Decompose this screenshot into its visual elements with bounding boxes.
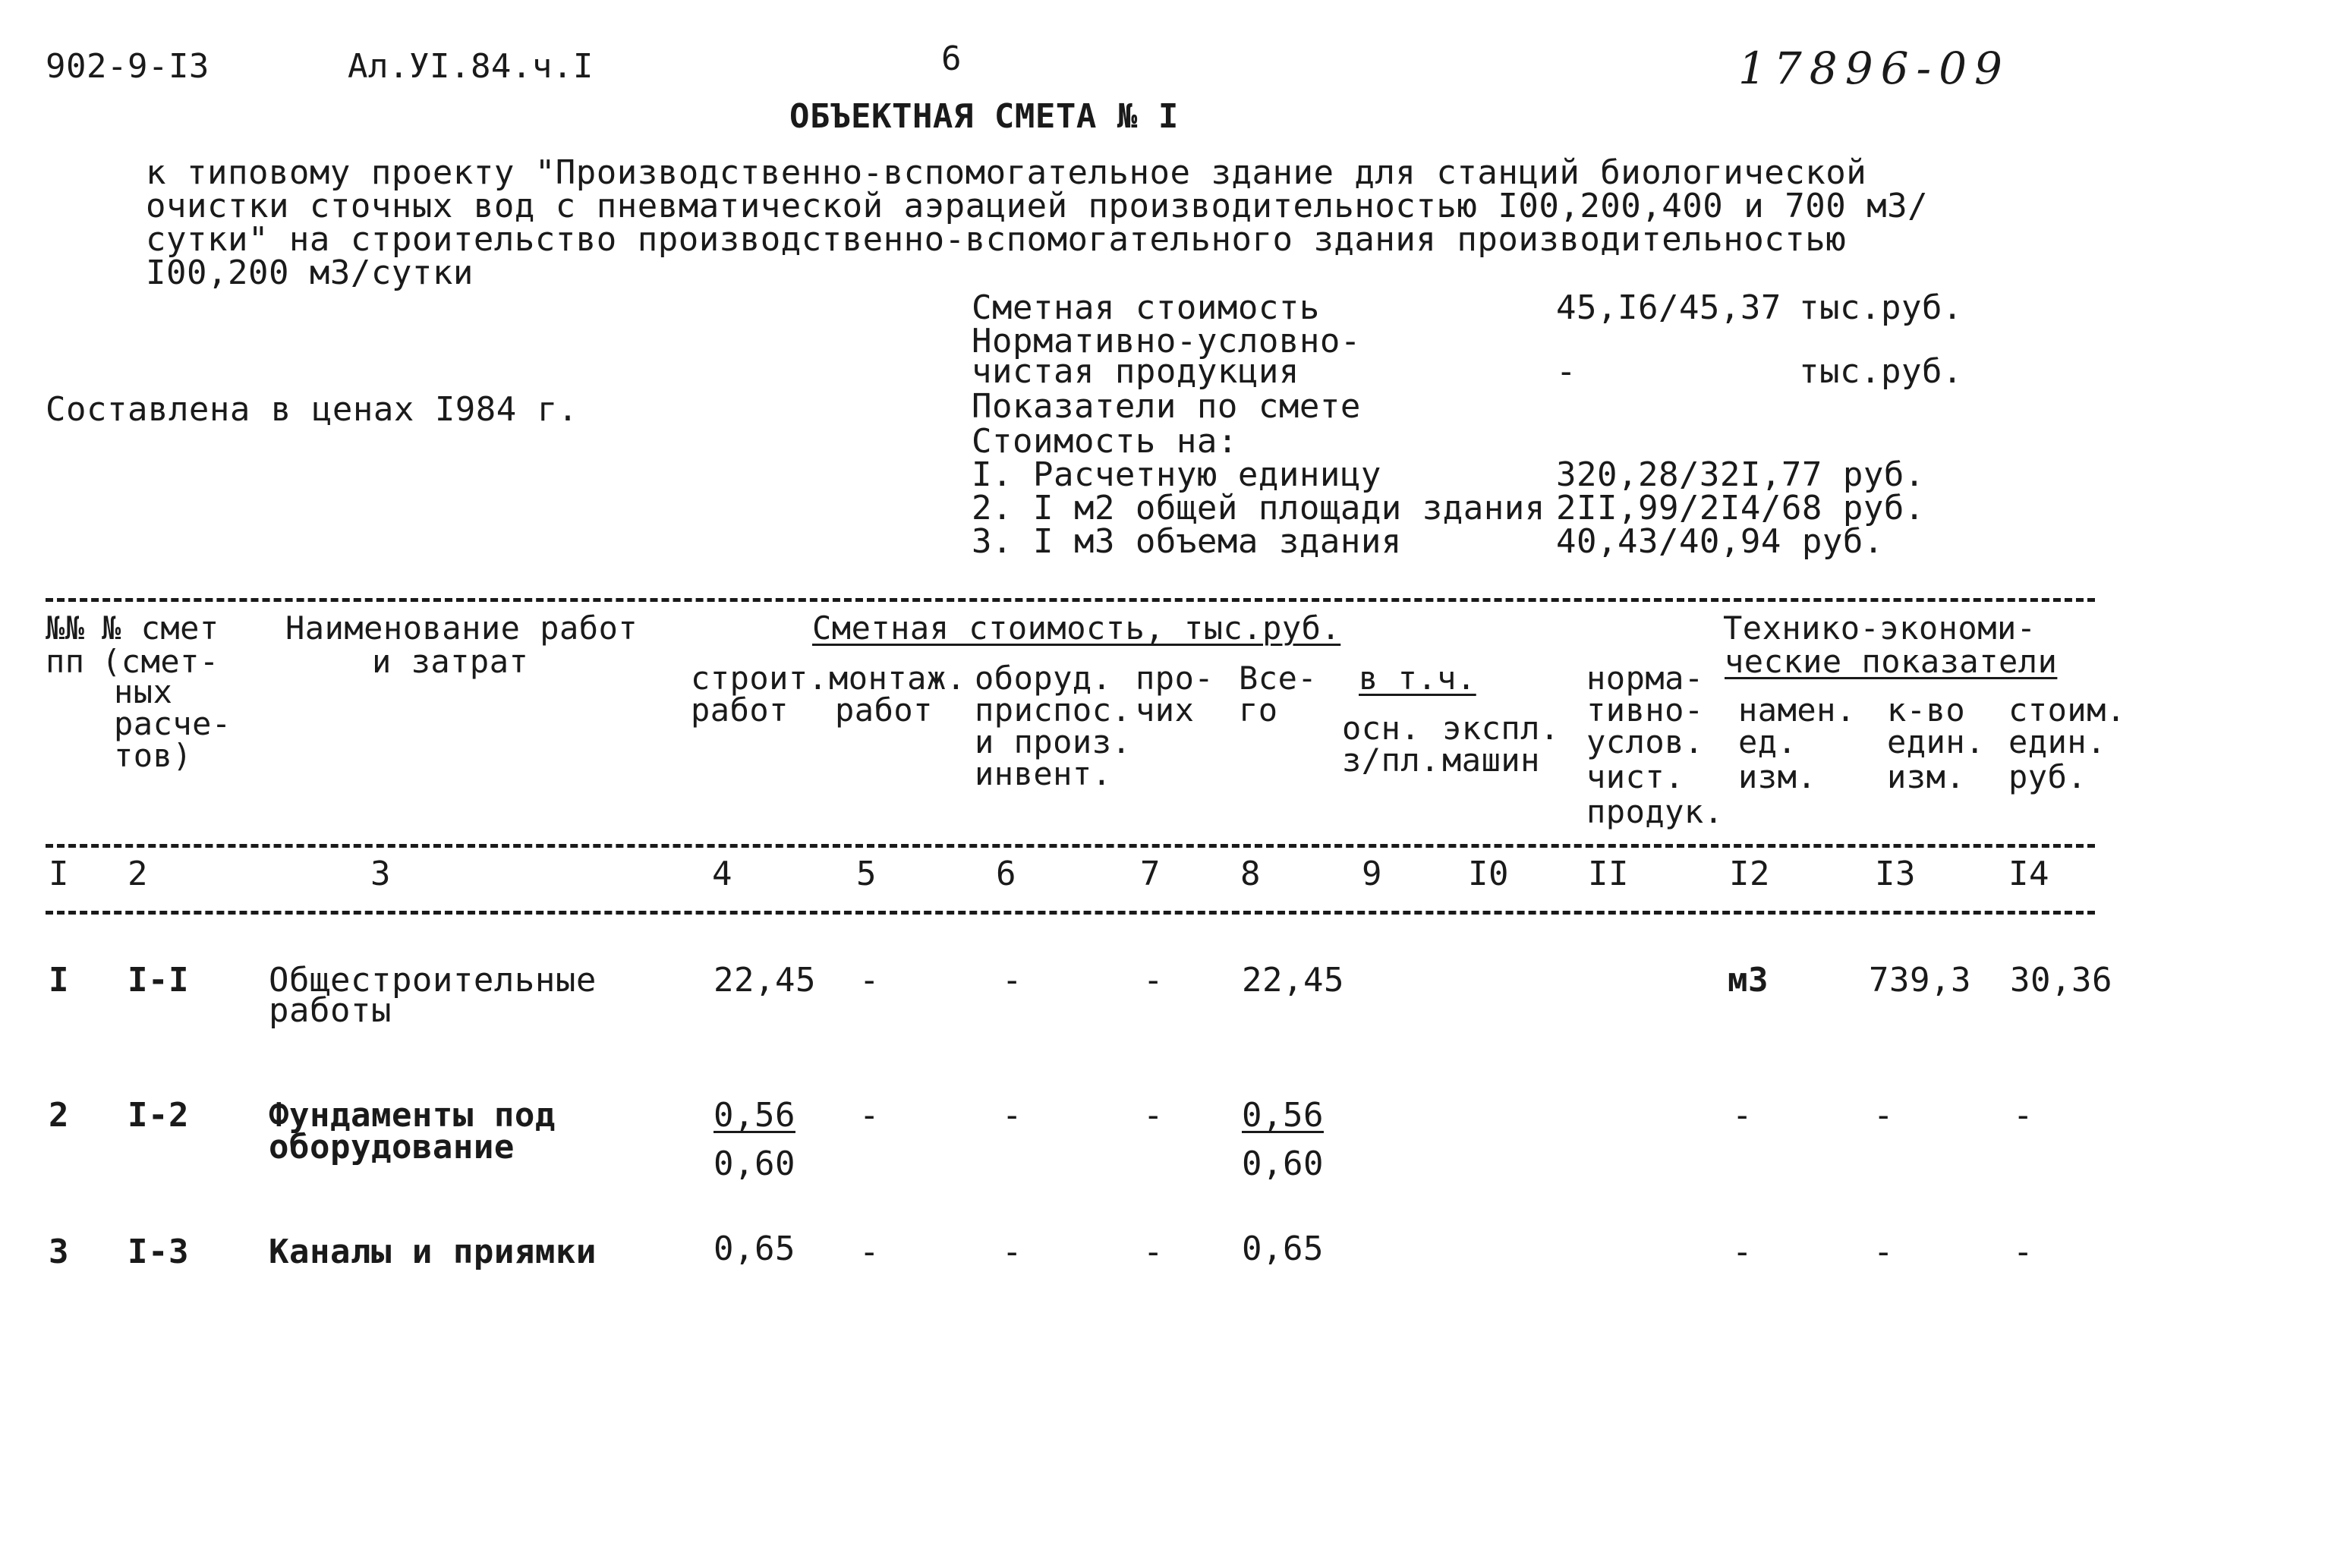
- column-number: 2: [128, 855, 148, 893]
- row-unit: м3: [1728, 961, 1769, 1000]
- handwritten-inventory-number: 17896-09: [1738, 43, 2010, 94]
- header-group-tech-line1: Технико-экономи-: [1723, 609, 2037, 647]
- norm-unit: тыс.руб.: [1799, 352, 1963, 391]
- intro-line-1: к типовому проекту "Производственно-вспомогательное здание для станций биологической: [146, 153, 1867, 192]
- column-number: I3: [1875, 855, 1916, 893]
- row-unit-cost: -: [2013, 1233, 2033, 1271]
- row-equip: -: [1002, 1233, 1022, 1271]
- item1-label: I. Расчетную единицу: [972, 455, 1381, 494]
- header-col13-line1: к-во: [1887, 691, 1966, 729]
- row-equip: -: [1002, 1096, 1022, 1135]
- column-number: I0: [1468, 855, 1509, 893]
- header-col13-line3: изм.: [1887, 758, 1966, 795]
- indicators-label: Показатели по смете: [972, 387, 1361, 426]
- header-col7-line2: чих: [1136, 691, 1195, 729]
- column-number: 8: [1240, 855, 1261, 893]
- row-num: I: [49, 961, 69, 1000]
- row-name-line1: Каналы и приямки: [269, 1233, 597, 1271]
- header-col6-line1: оборуд.: [975, 660, 1112, 697]
- header-col10-line1: экспл.: [1442, 710, 1560, 747]
- header-col11-line1: норма-: [1586, 660, 1704, 697]
- header-col2-line4: расче-: [114, 705, 232, 742]
- header-col14-line3: руб.: [2008, 758, 2087, 795]
- row-name-line2: работы: [269, 991, 392, 1030]
- row-name-line1: Общестроительные: [269, 961, 597, 1000]
- header-col6-line3: и произ.: [975, 723, 1132, 760]
- header-group-cost: Сметная стоимость, тыс.руб.: [812, 609, 1341, 647]
- column-number: 6: [996, 855, 1016, 893]
- row-mount: -: [859, 961, 880, 1000]
- norm-label-2: чистая продукция: [972, 352, 1299, 391]
- intro-line-4: I00,200 м3/сутки: [146, 253, 474, 292]
- header-col14-line1: стоим.: [2008, 691, 2126, 729]
- header-col9-line1: осн.: [1342, 710, 1421, 747]
- header-col8-line2: го: [1239, 691, 1278, 729]
- header-col11-line3: услов.: [1586, 723, 1704, 760]
- column-number: 9: [1362, 855, 1382, 893]
- header-col10-line2: машин: [1442, 741, 1540, 779]
- header-col2-line2: (смет-: [102, 643, 219, 680]
- row-num: 2: [49, 1096, 69, 1135]
- row-unit: -: [1732, 1096, 1753, 1135]
- header-col2-line3: ных: [114, 673, 173, 710]
- header-col12-line2: ед.: [1738, 723, 1797, 760]
- row-unit-cost: -: [2013, 1096, 2033, 1135]
- row-mount: -: [859, 1233, 880, 1271]
- row-total: 0,65: [1242, 1230, 1324, 1268]
- intro-line-2: очистки сточных вод с пневматической аэрацией производительностью I00,200,400 и 700 м3/: [146, 187, 1929, 225]
- header-col4-line2: работ: [691, 691, 789, 729]
- header-col4-line1: строит.: [691, 660, 828, 697]
- cost-value: 45,I6/45,37: [1556, 288, 1781, 327]
- document-title: ОБЪЕКТНАЯ СМЕТА № I: [789, 97, 1179, 136]
- norm-label-1: Нормативно-условно-: [972, 322, 1361, 361]
- header-col14-line2: един.: [2008, 723, 2106, 760]
- cost-unit: тыс.руб.: [1799, 288, 1963, 327]
- item3-label: 3. I м3 объема здания: [972, 522, 1402, 561]
- row-total: 22,45: [1242, 961, 1344, 1000]
- row-name-line2: оборудование: [269, 1128, 515, 1167]
- row-name-line1: Фундаменты под: [269, 1096, 556, 1135]
- header-col11-line5: продук.: [1586, 793, 1724, 830]
- column-number: 7: [1140, 855, 1161, 893]
- header-col1-line1: №№: [46, 609, 85, 647]
- row-other: -: [1143, 1233, 1164, 1271]
- row-unit: -: [1732, 1233, 1753, 1271]
- column-number: I2: [1729, 855, 1770, 893]
- item2-label: 2. I м2 общей площади здания: [972, 489, 1545, 527]
- header-col5-line2: работ: [835, 691, 933, 729]
- album-code: Ал.УI.84.ч.I: [348, 47, 594, 86]
- header-col11-line4: чист.: [1586, 758, 1684, 795]
- header-col11-line2: тивно-: [1586, 691, 1704, 729]
- row-mount: -: [859, 1096, 880, 1135]
- header-col6-line4: инвент.: [975, 755, 1112, 792]
- row-build-second: 0,60: [714, 1145, 795, 1183]
- item2-value: 2II,99/2I4/68 руб.: [1556, 489, 1925, 527]
- row-smeta: I-2: [128, 1096, 189, 1135]
- column-number: 3: [370, 855, 391, 893]
- column-number: 4: [712, 855, 732, 893]
- row-qty: 739,3: [1869, 961, 1971, 1000]
- row-other: -: [1143, 961, 1164, 1000]
- cost-label: Сметная стоимость: [972, 288, 1320, 327]
- table-top-rule: [46, 598, 2095, 602]
- row-total: 0,56: [1242, 1096, 1324, 1135]
- header-incl: в т.ч.: [1359, 660, 1476, 697]
- header-bottom-rule: [46, 844, 2095, 848]
- row-total-second: 0,60: [1242, 1145, 1324, 1183]
- header-col13-line2: един.: [1887, 723, 1985, 760]
- header-col2-line1: № смет: [102, 609, 219, 647]
- row-equip: -: [1002, 961, 1022, 1000]
- document-code: 902-9-I3: [46, 47, 209, 86]
- page-number: 6: [941, 39, 962, 78]
- norm-value: -: [1556, 352, 1577, 391]
- header-col12-line3: изм.: [1738, 758, 1817, 795]
- row-num: 3: [49, 1233, 69, 1271]
- header-group-tech-line2: ческие показатели: [1725, 643, 2058, 680]
- column-number: I4: [2008, 855, 2049, 893]
- cost-per-label: Стоимость на:: [972, 422, 1238, 461]
- row-smeta: I-I: [128, 961, 189, 1000]
- header-col3-line1: Наименование работ: [285, 609, 638, 647]
- column-number: 5: [856, 855, 877, 893]
- row-other: -: [1143, 1096, 1164, 1135]
- prices-note: Составлена в ценах I984 г.: [46, 390, 578, 429]
- header-col8-line1: Все-: [1239, 660, 1318, 697]
- column-number: II: [1588, 855, 1629, 893]
- header-col9-line2: з/пл.: [1342, 741, 1440, 779]
- row-build: 0,56: [714, 1096, 795, 1135]
- row-build: 0,65: [714, 1230, 795, 1268]
- header-col1-line2: пп: [46, 643, 85, 680]
- item3-value: 40,43/40,94 руб.: [1556, 522, 1884, 561]
- row-qty: -: [1873, 1096, 1894, 1135]
- header-col12-line1: намен.: [1738, 691, 1856, 729]
- row-smeta: I-3: [128, 1233, 189, 1271]
- header-col3-line2: и затрат: [372, 643, 529, 680]
- header-col2-line5: тов): [114, 737, 193, 774]
- header-col5-line1: монтаж.: [829, 660, 966, 697]
- header-col6-line2: приспос.: [975, 691, 1132, 729]
- header-col7-line1: про-: [1136, 660, 1214, 697]
- row-build: 22,45: [714, 961, 816, 1000]
- row-qty: -: [1873, 1233, 1894, 1271]
- column-number: I: [49, 855, 69, 893]
- row-unit-cost: 30,36: [2010, 961, 2112, 1000]
- item1-value: 320,28/32I,77 руб.: [1556, 455, 1925, 494]
- column-numbers-rule: [46, 911, 2095, 915]
- intro-line-3: сутки" на строительство производственно-вспомогательного здания производительностью: [146, 220, 1847, 259]
